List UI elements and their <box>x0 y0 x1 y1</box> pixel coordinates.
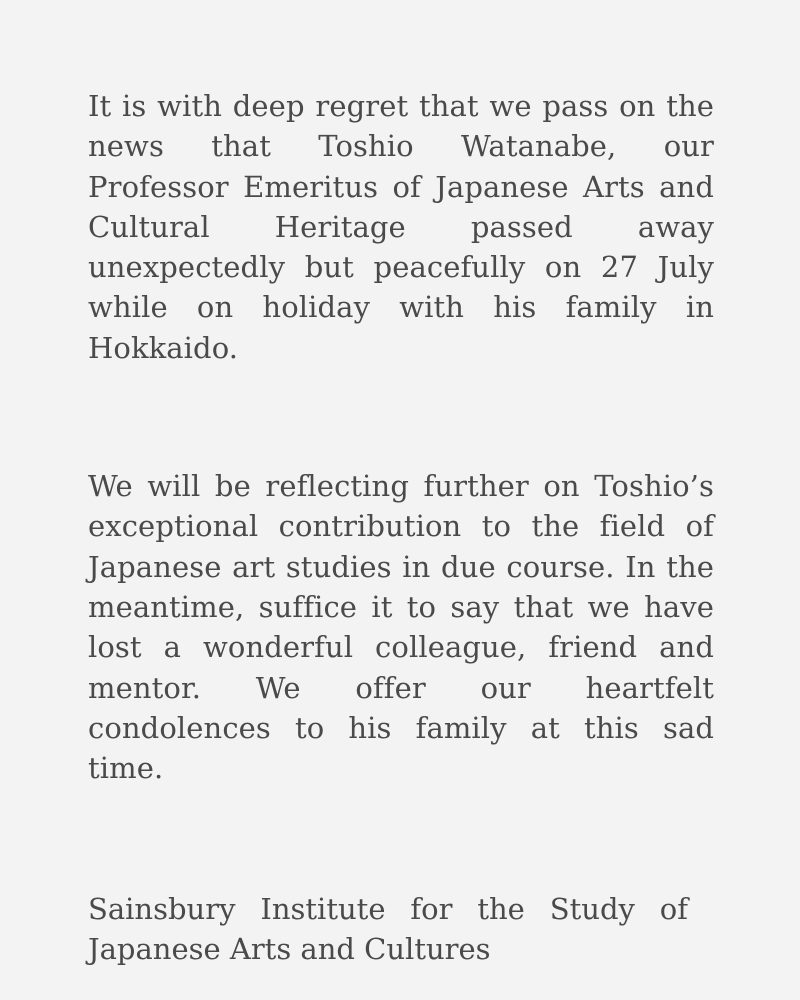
memorial-notice <box>88 86 714 969</box>
signature-line-2: Japanese Arts and Cultures <box>88 932 491 967</box>
signature-line-1: Sainsbury Institute for the Study of <box>88 892 688 927</box>
institution-signature <box>88 889 688 969</box>
announcement-paragraph: It is with deep regret that we pass on the news that Toshio Watanabe, our Professor Emeritus of Japanese Arts and Cultural Heritage passed away unexpectedly but peacefully on 27 July while on holiday with his family in Hokkaido. <box>88 89 714 365</box>
condolence-paragraph: We will be reflecting further on Toshio’s exceptional contribution to the field of Japanese art studies in due course. In the meantime, suffice it to say that we have lost a wonderful colleague, friend and mentor. We offer our heartfelt condolences to his family at this sad time. <box>88 469 714 786</box>
